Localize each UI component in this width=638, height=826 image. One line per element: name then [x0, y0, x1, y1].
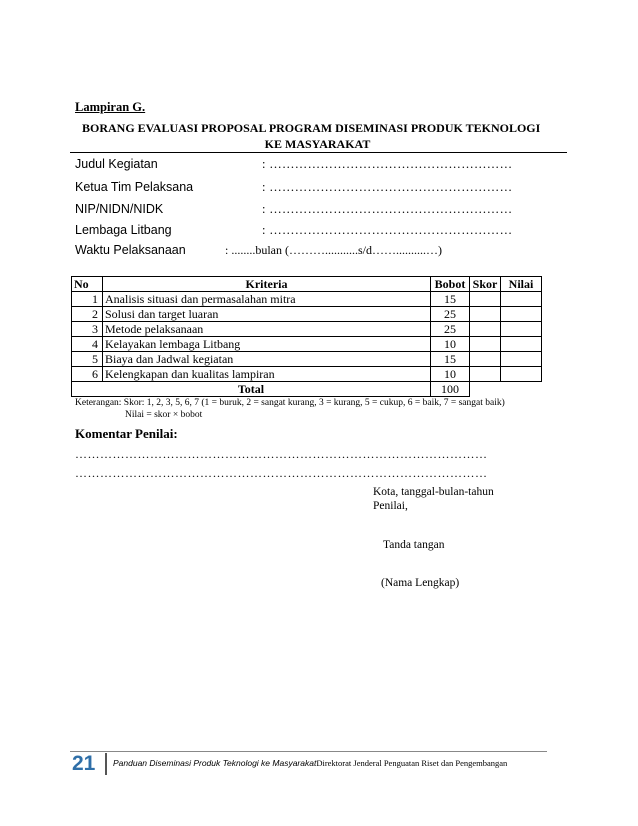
row-no: 1: [72, 292, 103, 307]
form-title-line2: KE MASYARAKAT: [264, 137, 371, 151]
col-header-no: No: [72, 277, 103, 292]
row-no: 5: [72, 352, 103, 367]
field-value-ketua[interactable]: : …………………………………………………: [262, 180, 513, 194]
row-skor-cell[interactable]: [470, 307, 501, 322]
col-header-nilai: Nilai: [501, 277, 542, 292]
komentar-line-1[interactable]: ………………………………………………………………………………………: [75, 447, 488, 461]
row-nilai-cell[interactable]: [501, 322, 542, 337]
title-divider: [70, 152, 567, 153]
nilai-formula-note: Nilai = skor × bobot: [125, 410, 203, 420]
col-header-kriteria: Kriteria: [103, 277, 431, 292]
row-skor-cell[interactable]: [470, 337, 501, 352]
row-no: 4: [72, 337, 103, 352]
footer-text: [113, 758, 507, 768]
row-skor-cell[interactable]: [470, 367, 501, 382]
field-label-lembaga: Lembaga Litbang: [75, 223, 172, 237]
total-empty-skor: [470, 382, 501, 397]
row-bobot: 10: [431, 367, 470, 382]
table-row: [72, 337, 542, 352]
col-header-skor: Skor: [470, 277, 501, 292]
row-kriteria: Kelayakan lembaga Litbang: [103, 337, 431, 352]
footer-title: Panduan Diseminasi Produk Teknologi ke Masyarakat: [113, 758, 317, 768]
form-title-line1: BORANG EVALUASI PROPOSAL PROGRAM DISEMINASI PRODUK TEKNOLOGI: [82, 121, 541, 135]
field-label-nip: NIP/NIDN/NIDK: [75, 202, 164, 216]
komentar-line-2[interactable]: ………………………………………………………………………………………: [75, 466, 488, 480]
komentar-label: Komentar Penilai:: [75, 426, 178, 441]
row-skor-cell[interactable]: [470, 292, 501, 307]
row-bobot: 10: [431, 337, 470, 352]
criteria-table: [71, 276, 542, 397]
row-nilai-cell[interactable]: [501, 352, 542, 367]
field-value-waktu[interactable]: : ........bulan (………...........s/d……..........…): [225, 243, 442, 257]
footer-org: Direktorat Jenderal Penguatan Riset dan Pengembangan: [316, 758, 508, 768]
signature-role: Penilai,: [373, 500, 408, 512]
lampiran-label: Lampiran G.: [75, 100, 146, 114]
table-row: [72, 307, 542, 322]
row-nilai-cell[interactable]: [501, 337, 542, 352]
table-header-row: [72, 277, 542, 292]
total-bobot: 100: [431, 382, 470, 397]
row-skor-cell[interactable]: [470, 322, 501, 337]
row-bobot: 25: [431, 322, 470, 337]
row-bobot: 15: [431, 352, 470, 367]
table-row: [72, 352, 542, 367]
col-header-bobot: Bobot: [431, 277, 470, 292]
field-label-waktu: Waktu Pelaksanaan: [75, 243, 186, 257]
signature-name: (Nama Lengkap): [381, 577, 460, 589]
keterangan-note: Keterangan: Skor: 1, 2, 3, 5, 6, 7 (1 = buruk, 2 = sangat kurang, 3 = kurang, 5 = cukup, 6 = baik, 7 = sangat baik): [75, 398, 505, 408]
row-kriteria: Analisis situasi dan permasalahan mitra: [103, 292, 431, 307]
signature-place-date: Kota, tanggal-bulan-tahun: [373, 486, 494, 498]
row-no: 2: [72, 307, 103, 322]
field-value-lembaga[interactable]: : …………………………………………………: [262, 223, 513, 237]
table-total-row: [72, 382, 542, 397]
total-empty-nilai: [501, 382, 542, 397]
field-label-ketua: Ketua Tim Pelaksana: [75, 180, 194, 194]
row-kriteria: Kelengkapan dan kualitas lampiran: [103, 367, 431, 382]
field-label-judul: Judul Kegiatan: [75, 157, 158, 171]
row-no: 6: [72, 367, 103, 382]
page-number-separator: [105, 753, 107, 775]
row-kriteria: Solusi dan target luaran: [103, 307, 431, 322]
table-row: [72, 322, 542, 337]
footer-divider: [70, 751, 547, 752]
row-kriteria: Biaya dan Jadwal kegiatan: [103, 352, 431, 367]
row-kriteria: Metode pelaksanaan: [103, 322, 431, 337]
signature-sign: Tanda tangan: [383, 539, 445, 551]
table-row: [72, 367, 542, 382]
row-skor-cell[interactable]: [470, 352, 501, 367]
table-row: [72, 292, 542, 307]
row-bobot: 25: [431, 307, 470, 322]
row-nilai-cell[interactable]: [501, 367, 542, 382]
row-no: 3: [72, 322, 103, 337]
page-number: 21: [72, 752, 96, 775]
field-value-judul[interactable]: : …………………………………………………: [262, 157, 513, 171]
total-label: Total: [72, 382, 431, 397]
row-bobot: 15: [431, 292, 470, 307]
row-nilai-cell[interactable]: [501, 292, 542, 307]
field-value-nip[interactable]: : …………………………………………………: [262, 202, 513, 216]
row-nilai-cell[interactable]: [501, 307, 542, 322]
